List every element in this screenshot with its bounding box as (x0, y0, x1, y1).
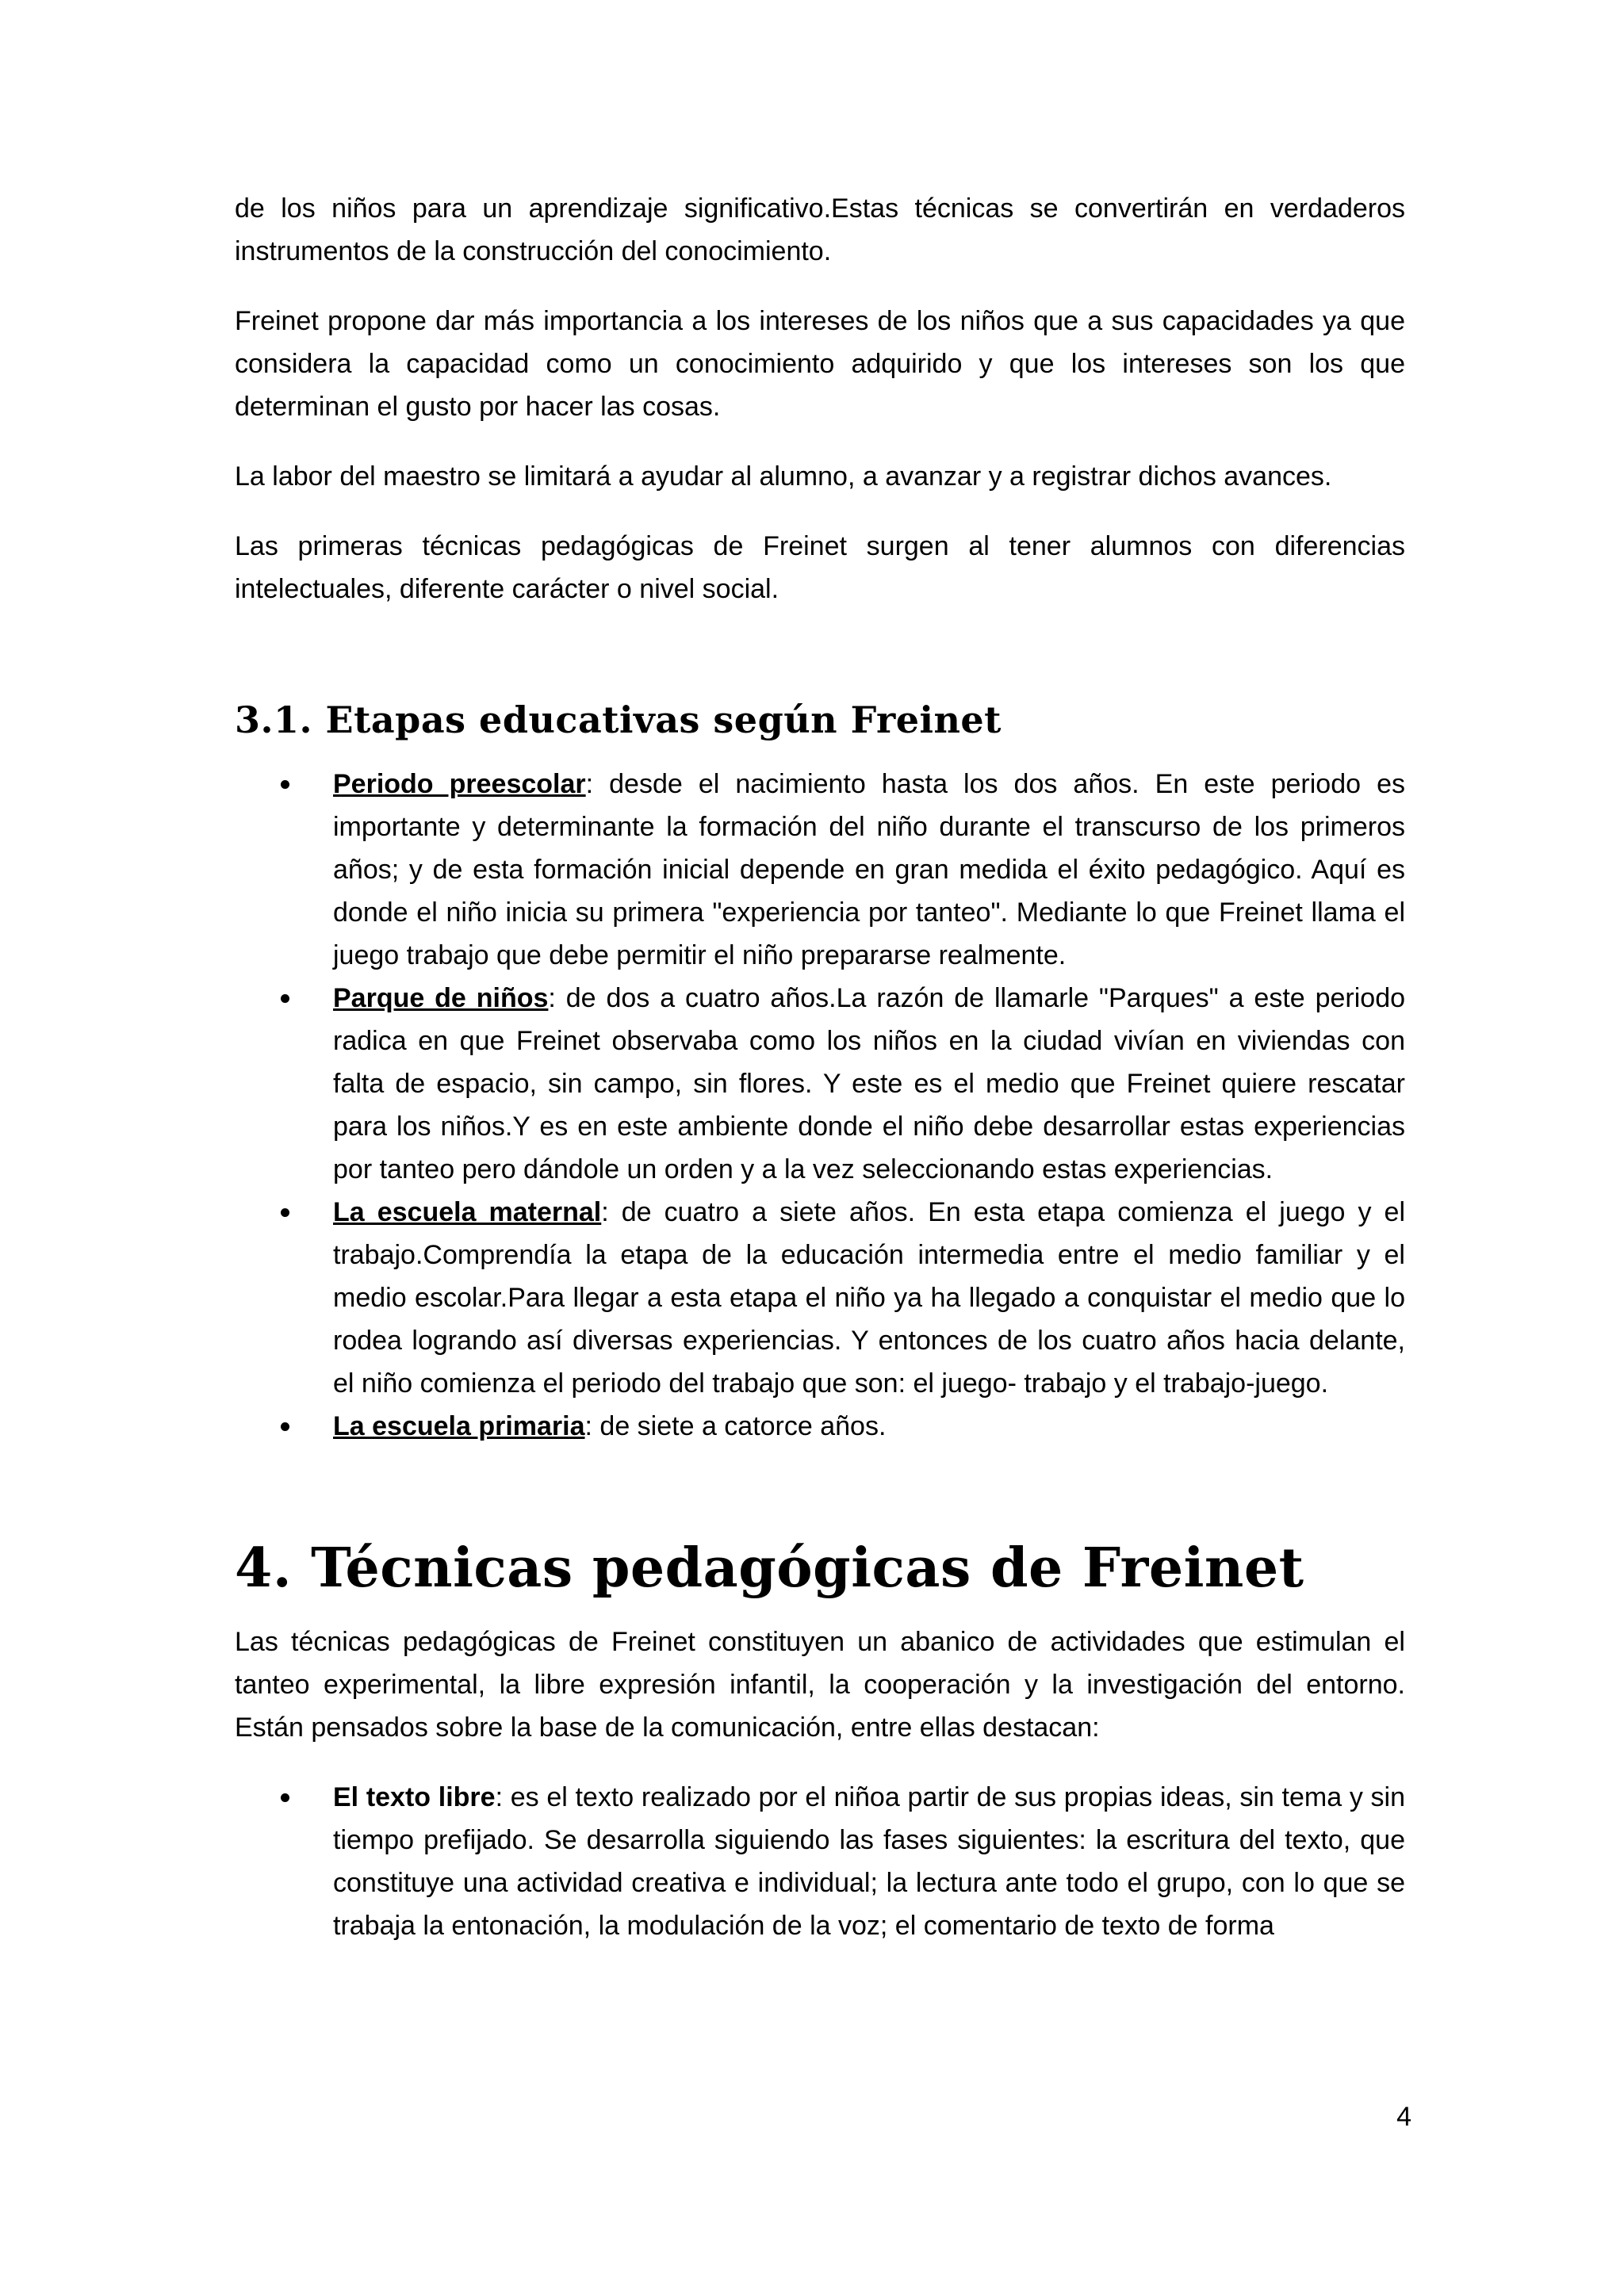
section-heading-3-1: 3.1. Etapas educativas según Freinet (235, 698, 1002, 741)
list-item (235, 1776, 1405, 1947)
section-heading-4: 4. Técnicas pedagógicas de Freinet (235, 1536, 1304, 1600)
paragraph: Freinet propone dar más importancia a los intereses de los niños que a sus capacidades ya que considera la capacidad como un conocimiento adquirido y que los intereses son los que determinan el gusto por hacer las cosas. (235, 306, 1405, 422)
list-item-term: La escuela maternal (333, 1197, 602, 1227)
list-item-text: : desde el nacimiento hasta los dos años. En este periodo es importante y determinante la formación del niño durante el transcurso de los primeros años; y de esta formación inicial depende en gran medida el éxito pedagógico. Aquí es donde el niño inicia su primera "experiencia por tanteo". Mediante lo que Freinet llama el juego trabajo que debe permitir el niño prepararse realmente. (333, 769, 1405, 970)
bullet-icon (281, 780, 289, 789)
list-item-term: El texto libre (333, 1782, 496, 1812)
paragraph: de los niños para un aprendizaje significativo.Estas técnicas se convertirán en verdaderos instrumentos de la construcción del conocimiento. (235, 193, 1405, 266)
list-item-text: : de dos a cuatro años.La razón de llamarle "Parques" a este periodo radica en que Freinet observaba como los niños en la ciudad vivían en viviendas con falta de espacio, sin campo, sin flores. Y este es el medio que Freinet quiere rescatar para los niños.Y es en este ambiente donde el niño debe desarrollar estas experiencias por tanteo pero dándole un orden y a la vez seleccionando estas experiencias. (333, 983, 1406, 1184)
list-item (235, 763, 1405, 977)
list-item (235, 1191, 1405, 1405)
section-4-intro: Las técnicas pedagógicas de Freinet constituyen un abanico de actividades que estimulan el tanteo experimental, la libre expresión infantil, la cooperación y la investigación del entorno. Están pensados sobre la base de la comunicación, entre ellas destacan: (235, 1627, 1405, 1743)
bullet-icon (281, 1422, 289, 1431)
paragraph: La labor del maestro se limitará a ayudar al alumno, a avanzar y a registrar dichos avances. (235, 461, 1332, 492)
list-item-term: Periodo preescolar (333, 769, 586, 799)
paragraph: Las primeras técnicas pedagógicas de Freinet surgen al tener alumnos con diferencias intelectuales, diferente carácter o nivel social. (235, 531, 1405, 604)
bullet-icon (281, 1793, 289, 1802)
page-content (235, 187, 1405, 1947)
list-item-term: La escuela primaria (333, 1411, 585, 1441)
bullet-icon (281, 994, 289, 1003)
bullet-icon (281, 1208, 289, 1217)
list-item-text: : de siete a catorce años. (584, 1411, 887, 1441)
list-item-text: : de cuatro a siete años. En esta etapa comienza el juego y el trabajo.Comprendía la etapa de la educación intermedia entre el medio familiar y el medio escolar.Para llegar a esta etapa el niño ya ha llegado a conquistar el medio que lo rodea logrando así diversas experiencias. Y entonces de los cuatro años hacia delante, el niño comienza el periodo del trabajo que son: el juego- trabajo y el trabajo-juego. (333, 1197, 1405, 1399)
page-number: 4 (1396, 2102, 1411, 2132)
list-item (235, 1405, 1405, 1448)
list-item-term: Parque de niños (333, 983, 549, 1013)
list-item-text: : es el texto realizado por el niñoa partir de sus propias ideas, sin tema y sin tiempo prefijado. Se desarrolla siguiendo las fases siguientes: la escritura del texto, que constituye una actividad creativa e individual; la lectura ante todo el grupo, con lo que se trabaja la entonación, la modulación de la voz; el comentario de texto de forma (333, 1782, 1405, 1941)
stages-list (235, 763, 1405, 1448)
list-item (235, 977, 1405, 1191)
techniques-list (235, 1776, 1405, 1947)
